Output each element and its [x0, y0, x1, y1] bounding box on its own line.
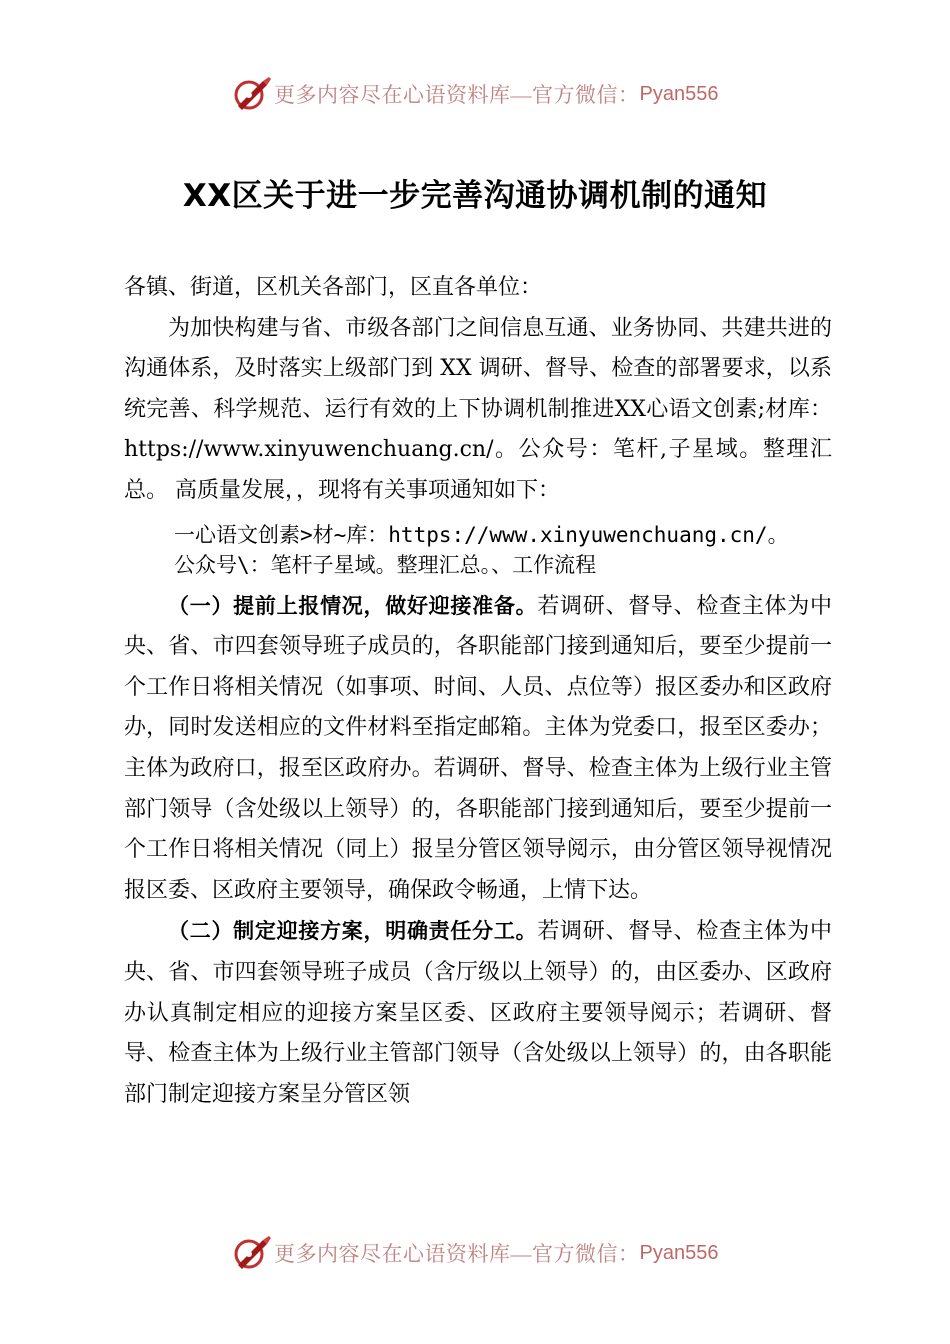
intro-paragraph: 为加快构建与省、市级各部门之间信息互通、业务协同、共建共进的沟通体系，及时落实上级部门到 XX 调研、督导、检查的部署要求，以系统完善、科学规范、运行有效的上下协调机制推进XX心语文创素;材库：https://www.xinyuwenchuang.cn/。公众号：笔杆,子星域。整理汇总。 高质量发展，，现将有关事项通知如下： — [124, 315, 832, 503]
document-title: XX区关于进一步完善沟通协调机制的通知 — [182, 178, 768, 214]
watermark-banner-bottom — [232, 1233, 752, 1273]
section-2-paragraph — [124, 911, 832, 1115]
fountain-pen-logo-icon — [232, 1235, 272, 1271]
section-2-heading: （二）制定迎接方案，明确责任分工。 — [168, 919, 538, 944]
watermark-banner-top — [232, 74, 752, 114]
salutation: 各镇、街道，区机关各部门，区直各单位： — [124, 275, 543, 300]
section-1-heading: （一）提前上报情况，做好迎接准备。 — [168, 593, 538, 618]
fountain-pen-logo-icon — [232, 76, 272, 112]
section-1-paragraph — [124, 586, 832, 912]
watermark-text: 更多内容尽在心语资料库—官方微信： — [274, 83, 640, 107]
watermark-wechat-id: Pyan556 — [639, 82, 719, 105]
section-2-body: 若调研、督导、检查主体为中央、省、市四套领导班子成员（含厅级以上领导）的，由区委办、区政府办认真制定相应的迎接方案呈区委、区政府主要领导阅示；若调研、督导、检查主体为上级行业主管部门领导（含处级以上领导）的，由各职能部门制定迎接方案呈分管区领 — [124, 919, 832, 1107]
watermark-wechat-id: Pyan556 — [639, 1241, 719, 1264]
document-body — [124, 268, 832, 1115]
watermark-text: 更多内容尽在心语资料库—官方微信： — [274, 1242, 640, 1266]
ocr-noise-line — [124, 520, 832, 580]
ocr-noise-line-2: 公众号\：笔杆子星域。整理汇总。、工作流程 — [174, 552, 597, 577]
ocr-noise-line-1: 一心语文创素>材~库：https://www.xinyuwenchuang.cn/。 — [174, 522, 789, 547]
section-1-body: 若调研、督导、检查主体为中央、省、市四套领导班子成员的，各职能部门接到通知后，要至少提前一个工作日将相关情况（如事项、时间、人员、点位等）报区委办和区政府办，同时发送相应的文件材料至指定邮箱。主体为党委口，报至区委办；主体为政府口，报至区政府办。若调研、督导、检查主体为上级行业主管部门领导（含处级以上领导）的，各职能部门接到通知后，要至少提前一个工作日将相关情况（同上）报呈分管区领导阅示，由分管区领导视情况报区委、区政府主要领导，确保政令畅通，上情下达。 — [124, 593, 832, 903]
